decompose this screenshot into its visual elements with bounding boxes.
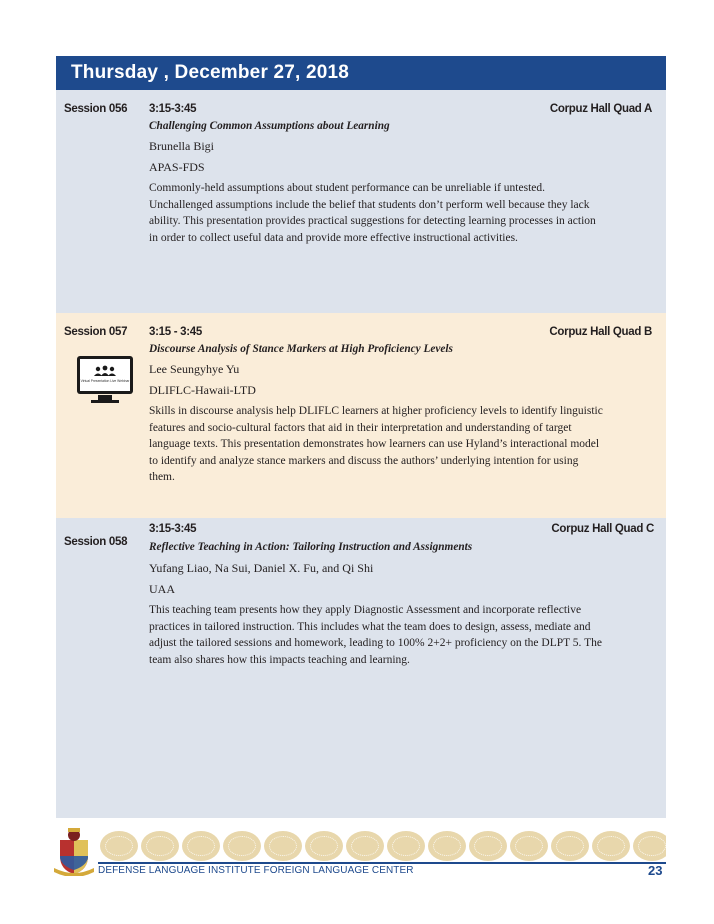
medal-decoration [182,831,220,861]
session-time: 3:15 - 3:45 [149,326,202,338]
medal-decoration [428,831,466,861]
session-room: Corpuz Hall Quad A [549,103,652,115]
session-title: Reflective Teaching in Action: Tailoring Instruction and Assignments [149,541,473,553]
session-number: Session 056 [64,103,128,115]
session-affiliation: APAS-FDS [149,160,205,174]
session-block-057 [56,313,666,518]
description-line: team also shares how this impacts teaching and learning. [149,653,410,666]
description-line: adjust the tailored sessions and homework, leading to 100% 2+2+ proficiency on the DLPT 5. The [149,637,602,649]
medal-decoration [592,831,630,861]
session-block-058 [56,518,666,818]
dli-crest-logo [52,826,96,876]
day-header [56,56,666,90]
footer-medal-band [100,831,666,861]
medal-decoration [633,831,666,861]
session-title: Discourse Analysis of Stance Markers at High Proficiency Levels [149,343,453,355]
description-line: them. [149,471,175,483]
medal-decoration [305,831,343,861]
session-block-056 [56,90,666,313]
description-line: language texts. This presentation demonstrates how learners can use Hyland’s interactional model [149,438,600,450]
medal-decoration [469,831,507,861]
medal-decoration [264,831,302,861]
session-affiliation: UAA [149,582,175,596]
session-description [149,403,659,486]
description-line: Unchallenged assumptions include the belief that students don’t perform well because they lack [149,198,590,211]
description-line: This teaching team presents how they apply Diagnostic Assessment and incorporate reflective [149,604,582,616]
session-room: Corpuz Hall Quad C [551,523,654,535]
session-title: Challenging Common Assumptions about Learning [149,120,390,132]
medal-decoration [223,831,261,861]
session-presenter: Brunella Bigi [149,139,214,153]
medal-decoration [346,831,384,861]
description-line: in order to collect useful data and provide more effective instructional activities. [149,231,518,244]
session-number: Session 058 [64,536,128,548]
footer-institute-name: DEFENSE LANGUAGE INSTITUTE FOREIGN LANGUAGE CENTER [98,865,414,876]
medal-decoration [551,831,589,861]
svg-text:Virtual Presentation Live Webi [81,379,131,383]
description-line: features and socio-cultural factors that aid in their interpretation and understanding of target [149,421,572,434]
session-affiliation: DLIFLC-Hawaii-LTD [149,383,256,397]
page-number: 23 [648,863,663,878]
description-line: to identify and analyze stance markers and discuss the authors’ underlying intention for using [149,454,579,467]
footer-rule [98,862,666,864]
session-time: 3:15-3:45 [149,523,197,535]
day-header-title: Thursday , December 27, 2018 [71,62,350,83]
monitor-icon-label: Virtual Presentation Live Webinar [80,379,130,383]
session-description [149,602,659,668]
description-line: Skills in discourse analysis help DLIFLC learners at higher proficiency levels to identify linguistic [149,405,603,417]
medal-decoration [387,831,425,861]
medal-decoration [100,831,138,861]
session-number: Session 057 [64,326,128,338]
medal-decoration [510,831,548,861]
session-presenter: Lee Seungyhye Yu [149,362,240,376]
description-line: practices in tailored instruction. This includes what the team does to design, assess, mediate and [149,620,591,633]
session-room: Corpuz Hall Quad B [549,326,652,338]
description-line: ability. This presentation provides practical suggestions for detecting learning processes in action [149,215,596,227]
session-presenter: Yufang Liao, Na Sui, Daniel X. Fu, and Qi Shi [149,561,374,575]
description-line: Commonly-held assumptions about student performance can be unreliable if untested. [149,182,546,194]
virtual-presentation-monitor-icon [76,355,134,405]
session-description [149,180,659,246]
session-time: 3:15-3:45 [149,103,197,115]
medal-decoration [141,831,179,861]
